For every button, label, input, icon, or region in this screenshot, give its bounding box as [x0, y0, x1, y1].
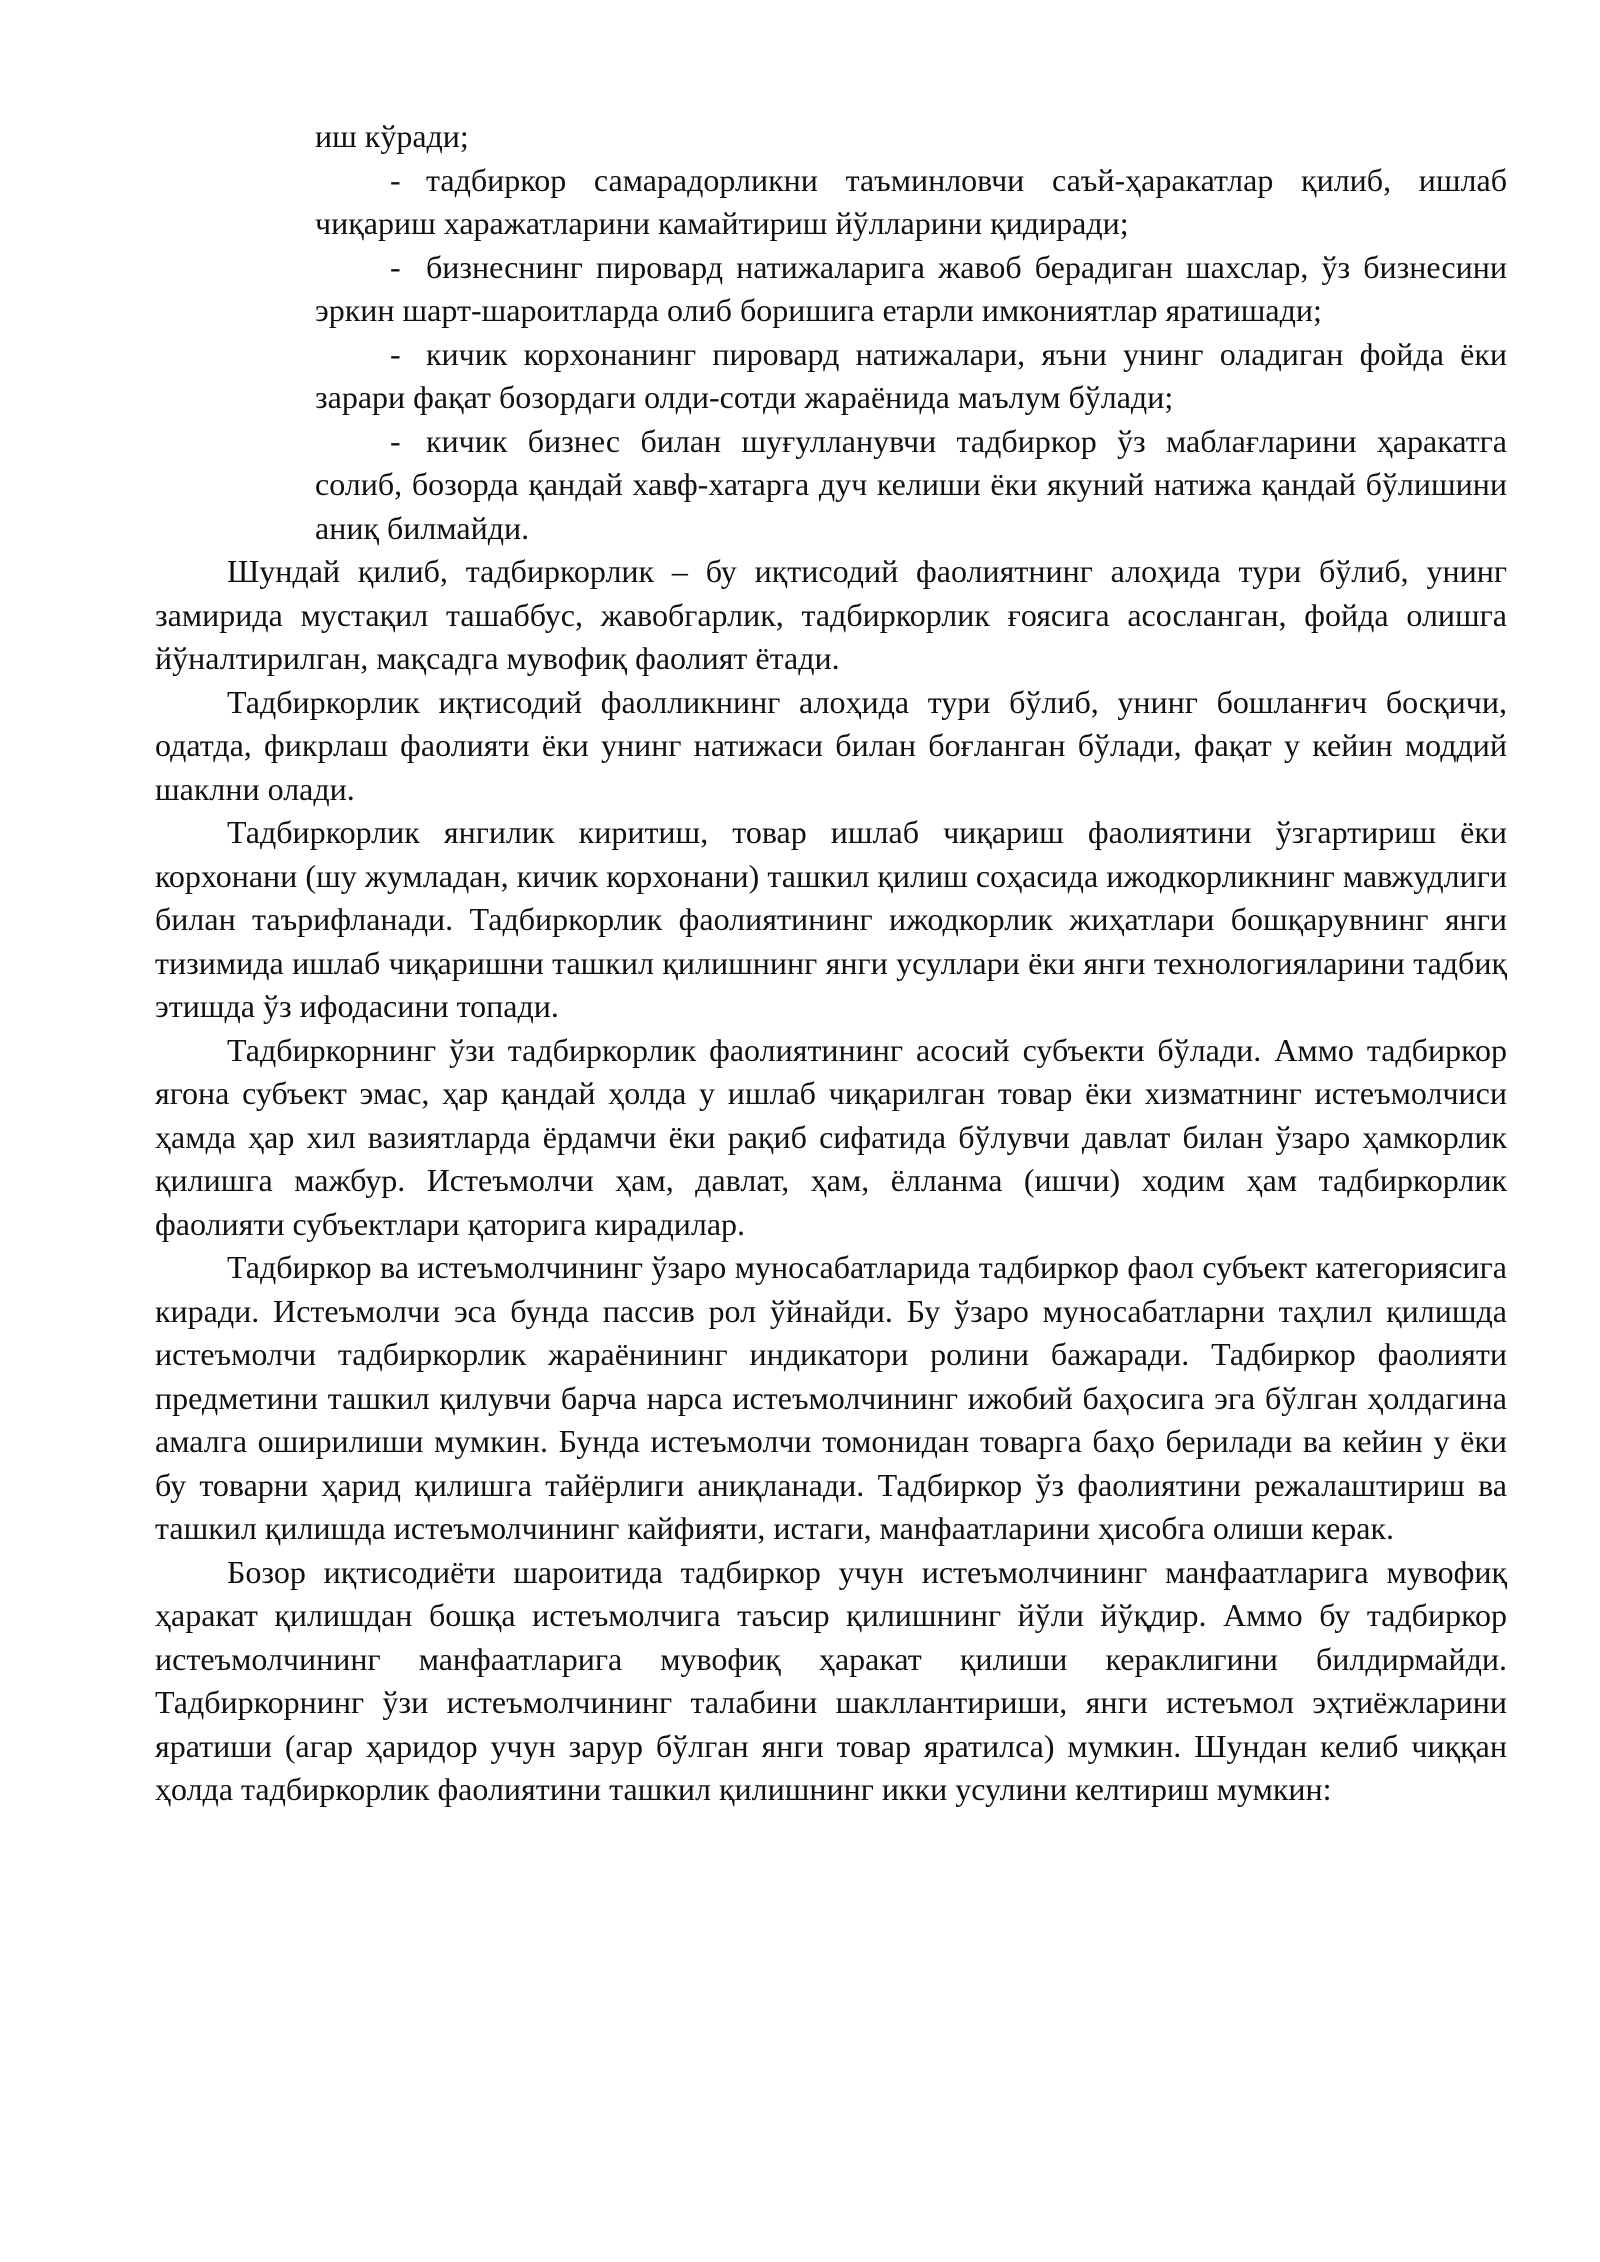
document-page	[155, 115, 1507, 1812]
list-item-1	[315, 159, 1507, 246]
list-item-4	[315, 420, 1507, 551]
paragraph-3: Тадбиркорлик янгилик киритиш, товар ишлаб чиқариш фаолиятини ўзгартириш ёки корхонани (шу жумладан, кичик корхонани) ташкил қилиш соҳасида ижодкорликнинг мавжудлиги билан таърифланади. Тадбиркорлик фаолиятининг ижодкорлик жиҳатлари бошқарувнинг янги тизимида ишлаб чиқаришни ташкил қилишнинг янги усуллари ёки янги технологияларини тадбиқ этишда ўз ифодасини топади.	[155, 814, 1507, 1024]
list-marker: -	[390, 248, 401, 285]
paragraph-6: Бозор иқтисодиёти шароитида тадбиркор учун истеъмолчининг манфаатларига мувофиқ ҳаракат қилишдан бошқа истеъмолчига таъсир қилишнинг йўли йўқдир. Аммо бу тадбиркор истеъмолчининг манфаатларига мувофиқ ҳаракат қилиши кераклигини билдирмайди. Тадбиркорнинг ўзи истеъмолчининг талабини шакллантириши, янги истеъмол эҳтиёжларини яратиши (агар ҳаридор учун зарур бўлган янги товар яратилса) мумкин. Шундан келиб чиққан ҳолда тадбиркорлик фаолиятини ташкил қилишнинг икки усулини келтириш мумкин:	[155, 1553, 1507, 1807]
paragraph-1: Шундай қилиб, тадбиркорлик – бу иқтисодий фаолиятнинг алоҳида тури бўлиб, унинг замирида мустақил ташаббус, жавобгарлик, тадбиркорлик ғоясига асосланган, фойда олишга йўналтирилган, мақсадга мувофиқ фаолият ётади.	[155, 553, 1507, 676]
list-continuation: иш кўради;	[315, 118, 469, 154]
list-item-text: кичик бизнес билан шуғулланувчи тадбиркор ўз маблағларини ҳаракатга солиб, бозорда қандай хавф-хатарга дуч келиши ёки якуний натижа қандай бўлишини аниқ билмайди.	[315, 422, 1507, 546]
list-item-3	[315, 333, 1507, 420]
paragraph-4: Тадбиркорнинг ўзи тадбиркорлик фаолиятининг асосий субъекти бўлади. Аммо тадбиркор ягона субъект эмас, ҳар қандай ҳолда у ишлаб чиқарилган товар ёки хизматнинг истеъмолчиси ҳамда ҳар хил вазиятларда ёрдамчи ёки рақиб сифатида бўлувчи давлат билан ўзаро ҳамкорлик қилишга мажбур. Истеъмолчи ҳам, давлат, ҳам, ёлланма (ишчи) ходим ҳам тадбиркорлик фаолияти субъектлари қаторига кирадилар.	[155, 1031, 1507, 1242]
paragraph-5: Тадбиркор ва истеъмолчининг ўзаро муносабатларида тадбиркор фаол субъект категориясига киради. Истеъмолчи эса бунда пассив рол ўйнайди. Бу ўзаро муносабатларни таҳлил қилишда истеъмолчи тадбиркорлик жараёнининг индикатори ролини бажаради. Тадбиркор фаолияти предметини ташкил қилувчи барча нарса истеъмолчининг ижобий баҳосига эга бўлган ҳолдагина амалга оширилиши мумкин. Бунда истеъмолчи томонидан товарга баҳо берилади ва кейин у ёки бу товарни ҳарид қилишга тайёрлиги аниқланади. Тадбиркор ўз фаолиятини режалаштириш ва ташкил қилишда истеъмолчининг кайфияти, истаги, манфаатларини ҳисобга олиши керак.	[155, 1249, 1507, 1546]
list-marker: -	[390, 422, 401, 459]
list-item-text: бизнеснинг пировард натижаларига жавоб берадиган шахслар, ўз бизнесини эркин шарт-шароитларда олиб боришига етарли имкониятлар яратишади;	[315, 248, 1507, 328]
list-item-2	[315, 246, 1507, 333]
list-marker: -	[390, 335, 401, 372]
list-item-text: тадбиркор самарадорликни таъминловчи саъй-ҳаракатлар қилиб, ишлаб чиқариш харажатларини камайтириш йўлларини қидиради;	[315, 161, 1507, 241]
paragraph-2: Тадбиркорлик иқтисодий фаолликнинг алоҳида тури бўлиб, унинг бошланғич босқичи, одатда, фикрлаш фаолияти ёки унинг натижаси билан боғланган бўлади, фақат у кейин моддий шаклни олади.	[155, 683, 1507, 807]
list-item-text: кичик корхонанинг пировард натижалари, яъни унинг оладиган фойда ёки зарари фақат бозордаги олди-сотди жараёнида маълум бўлади;	[315, 335, 1507, 415]
list-marker: -	[390, 161, 401, 198]
